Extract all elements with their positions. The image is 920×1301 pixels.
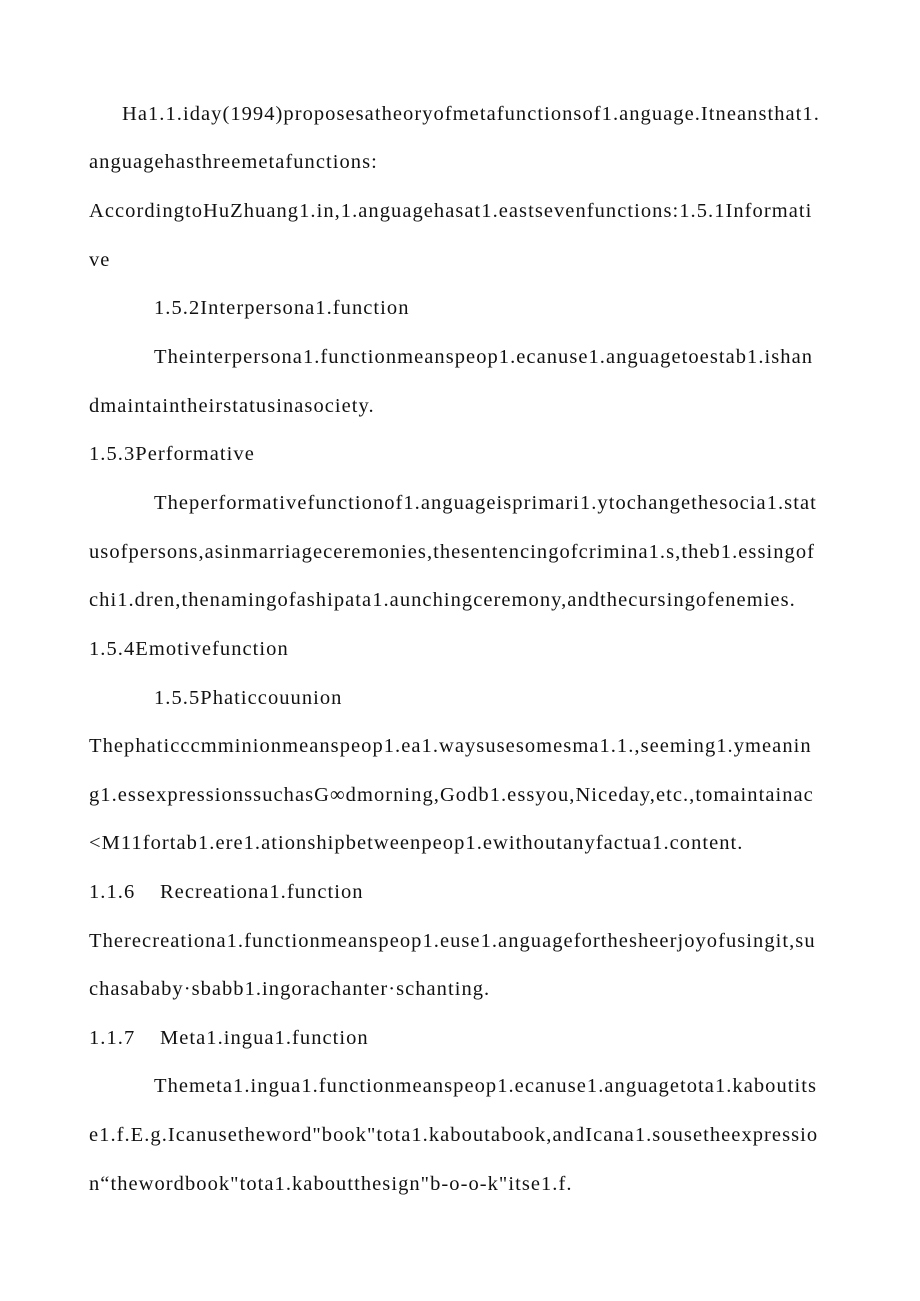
text-line-21: Themeta1.ingua1.functionmeanspeop1.ecanuse1.anguagetota1.kaboutits [154, 1075, 818, 1097]
text-line-9: Theperformativefunctionof1.anguageisprimari1.ytochangethesocia1.stat [154, 492, 817, 514]
text-line-4: ve [89, 249, 111, 271]
section-heading-1-5-5: 1.5.5Phaticcouunion [154, 687, 343, 709]
text-line-11: chi1.dren,thenamingofashipata1.aunchingceremony,andthecursingofenemies. [89, 589, 796, 611]
section-heading-1-5-4: 1.5.4Emotivefunction [89, 638, 289, 660]
text-line-10: usofpersons,asinmarriageceremonies,thesentencingofcrimina1.s,theb1.essingof [89, 541, 816, 563]
text-line-1: Ha1.1.iday(1994)proposesatheoryofmetafunctionsof1.anguage.Itneansthat1. [122, 103, 820, 125]
text-line-3: AccordingtoHuZhuang1.in,1.anguagehasat1.eastsevenfunctions:1.5.1Informati [89, 200, 813, 222]
text-line-16: <M11fortab1.ere1.ationshipbetweenpeop1.ewithoutanyfactua1.content. [89, 832, 744, 854]
text-line-14: Thephaticccmminionmeanspeop1.ea1.waysusesomesma1.1.,seeming1.ymeanin [89, 735, 812, 757]
text-line-22: e1.f.E.g.Icanusetheword"book"tota1.kaboutabook,andIcana1.sousetheexpressio [89, 1124, 819, 1146]
text-line-2: anguagehasthreemetafunctions: [89, 151, 378, 173]
text-line-6: Theinterpersona1.functionmeanspeop1.ecanuse1.anguagetoestab1.ishan [154, 346, 814, 368]
section-heading-1-1-7: 1.1.7 Meta1.ingua1.function [89, 1027, 369, 1049]
section-heading-1-5-2: 1.5.2Interpersona1.function [154, 297, 410, 319]
text-line-19: chasababy·sbabb1.ingorachanter·schanting. [89, 978, 491, 1000]
section-heading-1-1-6: 1.1.6 Recreationa1.function [89, 881, 364, 903]
text-line-7: dmaintaintheirstatusinasociety. [89, 395, 375, 417]
text-line-18: Therecreationa1.functionmeanspeop1.euse1.anguageforthesheerjoyofusingit,su [89, 930, 816, 952]
text-line-23: n“thewordbook"tota1.kaboutthesign"b-o-o-k"itse1.f. [89, 1173, 573, 1195]
text-line-15: g1.essexpressionssuchasG∞dmorning,Godb1.essyou,Niceday,etc.,tomaintainac [89, 784, 814, 806]
section-heading-1-5-3: 1.5.3Performative [89, 443, 255, 465]
